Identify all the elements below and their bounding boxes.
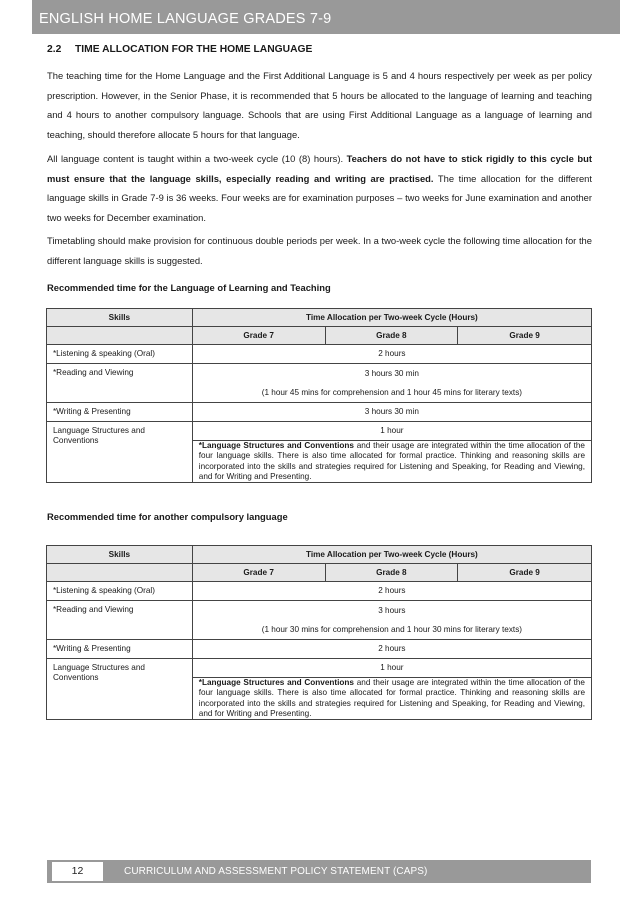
column-header-allocation: Time Allocation per Two-week Cycle (Hours) — [192, 309, 591, 327]
value-listening: 2 hours — [192, 345, 591, 364]
value-reading-detail: (1 hour 30 mins for comprehension and 1 hour 30 mins for literary texts) — [261, 625, 523, 634]
cycle-text-emphasis: Teachers do not have to stick rigidly to this cycle but must ensure that the language skills, especially reading and writing are practised. — [47, 153, 592, 184]
skill-listening: *Listening & speaking (Oral) — [47, 345, 193, 364]
paragraph-teaching-time: The teaching time for the Home Language and the First Additional Language is 5 and 4 hours respectively per week as per policy prescription. However, in the Senior Phase, it is recommended that 5 hours be allocated to the language of learning and teaching and 4 hours to another compulsory language. Schools that are using First Additional Language as a language of learning and teaching, should therefore allocate 5 hours for that language. — [47, 70, 592, 140]
grade-spacer — [47, 327, 193, 345]
language-structures-note — [192, 678, 591, 720]
note-bold: *Language Structures and Conventions — [198, 678, 354, 687]
table-row — [47, 364, 592, 403]
value-reading-time: 3 hours 30 min — [364, 369, 419, 378]
language-structures-note — [192, 441, 591, 483]
table-grade-row — [47, 564, 592, 582]
section-heading — [47, 44, 312, 55]
grade-spacer — [47, 564, 193, 582]
column-header-grade-9: Grade 9 — [458, 327, 592, 345]
skill-reading: *Reading and Viewing — [47, 601, 193, 640]
value-writing: 3 hours 30 min — [192, 403, 591, 422]
table-header-row — [47, 546, 592, 564]
table-row — [47, 601, 592, 640]
value-listening: 2 hours — [192, 582, 591, 601]
value-writing: 2 hours — [192, 640, 591, 659]
section-title: TIME ALLOCATION FOR THE HOME LANGUAGE — [75, 44, 313, 55]
table-header-row — [47, 309, 592, 327]
table-grade-row — [47, 327, 592, 345]
value-reading-time: 3 hours — [378, 606, 406, 615]
table-row — [47, 422, 592, 441]
header-title: ENGLISH HOME LANGUAGE GRADES 7-9 — [39, 11, 332, 27]
column-header-grade-7: Grade 7 — [192, 327, 325, 345]
table-row — [47, 403, 592, 422]
column-header-grade-9: Grade 9 — [458, 564, 592, 582]
table-row — [47, 640, 592, 659]
table-row — [47, 659, 592, 678]
table-compulsory-allocation — [46, 545, 592, 720]
column-header-grade-7: Grade 7 — [192, 564, 325, 582]
skill-reading: *Reading and Viewing — [47, 364, 193, 403]
table1-caption: Recommended time for the Language of Learning and Teaching — [47, 282, 331, 293]
table-row — [47, 345, 592, 364]
note-bold: *Language Structures and Conventions — [198, 441, 354, 450]
note-text: and their usage are integrated within the time allocation of the four language skills. There is also time allocated for formal practice. Thinking and reasoning skills are incorporated into the skills and strategies required for Listening and Speaking, for Reading and Viewing, and for Writing and Presenting. — [198, 441, 585, 481]
value-language-structures: 1 hour — [192, 422, 591, 441]
table-row — [47, 582, 592, 601]
cycle-text-start: All language content is taught within a two-week cycle (10 (8) hours). — [47, 153, 347, 164]
value-reading-detail: (1 hour 45 mins for comprehension and 1 hour 45 mins for literary texts) — [261, 388, 523, 397]
table2-caption: Recommended time for another compulsory language — [47, 511, 288, 522]
column-header-allocation: Time Allocation per Two-week Cycle (Hours) — [192, 546, 591, 564]
column-header-grade-8: Grade 8 — [325, 327, 458, 345]
skill-writing: *Writing & Presenting — [47, 640, 193, 659]
table-lolt-allocation — [46, 308, 592, 483]
column-header-skills: Skills — [47, 546, 193, 564]
paragraph-content-cycle — [47, 149, 592, 227]
cycle-text-end: The time allocation for the different language skills in Grade 7-9 is 36 weeks. Four weeks are for examination purposes – two weeks for June examination and another two weeks for December examination. — [47, 172, 592, 223]
skill-writing: *Writing & Presenting — [47, 403, 193, 422]
footer-title: CURRICULUM AND ASSESSMENT POLICY STATEMENT (CAPS) — [124, 866, 428, 877]
value-language-structures: 1 hour — [192, 659, 591, 678]
value-reading — [192, 364, 591, 403]
page-number: 12 — [52, 862, 103, 881]
column-header-skills: Skills — [47, 309, 193, 327]
paragraph-timetabling: Timetabling should make provision for continuous double periods per week. In a two-week cycle the following time allocation for the different language skills is suggested. — [47, 235, 592, 266]
skill-language-structures: Language Structures and Conventions — [47, 659, 193, 720]
column-header-grade-8: Grade 8 — [325, 564, 458, 582]
skill-listening: *Listening & speaking (Oral) — [47, 582, 193, 601]
section-number: 2.2 — [47, 44, 62, 55]
note-text: and their usage are integrated within the time allocation of the four language skills. There is also time allocated for formal practice. Thinking and reasoning skills are incorporated into the skills and strategies required for Listening and Speaking, for Reading and Viewing, and for Writing and Presenting. — [198, 678, 585, 718]
value-reading — [192, 601, 591, 640]
skill-language-structures: Language Structures and Conventions — [47, 422, 193, 483]
